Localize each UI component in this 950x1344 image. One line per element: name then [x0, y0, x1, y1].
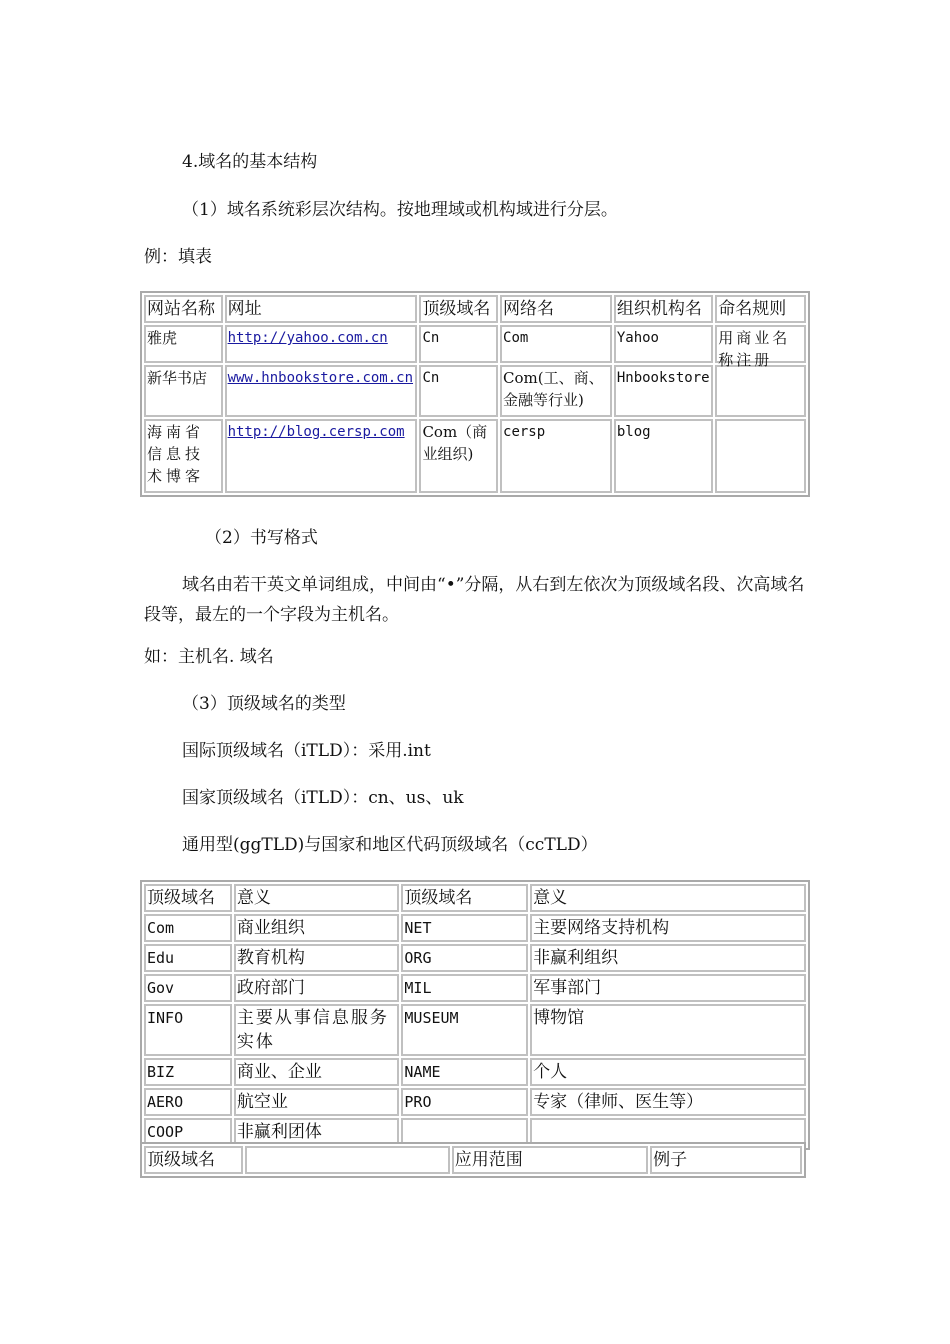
table-cell: 雅虎 — [144, 325, 223, 363]
domain-example-table — [140, 291, 810, 497]
table-header-row — [144, 1146, 802, 1174]
table-cell: MUSEUM — [401, 1004, 528, 1056]
table-cell — [225, 419, 418, 493]
table-cell: Cn — [419, 325, 498, 363]
table-cell: 政府部门 — [234, 974, 400, 1002]
table-cell: NET — [401, 914, 528, 942]
header-cell: 顶级域名 — [144, 1146, 243, 1174]
table-row — [144, 365, 806, 417]
table-cell: Hnbookstore — [614, 365, 713, 417]
table-cell: 海南省信息技术博客 — [144, 419, 223, 493]
table-header-row — [144, 884, 806, 912]
header-cell: 顶级域名 — [419, 295, 498, 323]
table-cell: 个人 — [530, 1058, 806, 1086]
table-cell: 非赢利团体 — [234, 1118, 400, 1146]
table-cell: 主要网络支持机构 — [530, 914, 806, 942]
table-row — [144, 974, 806, 1002]
table-cell: Com — [144, 914, 232, 942]
table-cell: PRO — [401, 1088, 528, 1116]
header-cell: 网络名 — [500, 295, 612, 323]
generic-tld-line: 通用型(ggTLD)与国家和地区代码顶级域名（ccTLD） — [182, 835, 598, 855]
example-label: 例：填表 — [144, 247, 212, 267]
table-cell — [715, 365, 806, 417]
table-cell: COOP — [144, 1118, 232, 1146]
site-link[interactable]: http://yahoo.com.cn — [227, 330, 388, 346]
table-row — [144, 1088, 806, 1116]
header-cell — [245, 1146, 450, 1174]
header-cell: 网站名称 — [144, 295, 223, 323]
header-cell: 例子 — [650, 1146, 802, 1174]
table-cell: AERO — [144, 1088, 232, 1116]
table-cell — [715, 419, 806, 493]
table-cell: Com(工、商、金融等行业) — [500, 365, 612, 417]
table-cell: 非赢利组织 — [530, 944, 806, 972]
subsection-3: （3）顶级域名的类型 — [182, 694, 346, 714]
table-row — [144, 914, 806, 942]
header-cell: 网址 — [225, 295, 418, 323]
header-cell: 顶级域名 — [144, 884, 232, 912]
table-cell: cersp — [500, 419, 612, 493]
table-cell: 教育机构 — [234, 944, 400, 972]
table-cell: 商业、企业 — [234, 1058, 400, 1086]
table-cell: 航空业 — [234, 1088, 400, 1116]
table-cell: Gov — [144, 974, 232, 1002]
table-cell: 主要从事信息服务实体 — [234, 1004, 400, 1056]
table-cell: 商业组织 — [234, 914, 400, 942]
table-cell — [225, 365, 418, 417]
table-cell — [715, 325, 806, 369]
subsection-2: （2）书写格式 — [205, 528, 318, 548]
table-cell: 博物馆 — [530, 1004, 806, 1056]
table-row — [144, 419, 806, 493]
table-cell: BIZ — [144, 1058, 232, 1086]
header-cell: 意义 — [530, 884, 806, 912]
format-paragraph: 域名由若干英文单词组成，中间由“•”分隔，从右到左依次为顶级域名段、次高域名段等，最左的一个字段为主机名。 — [144, 575, 805, 625]
table-cell: blog — [614, 419, 713, 493]
table-cell: INFO — [144, 1004, 232, 1056]
table-cell: 专家（律师、医生等） — [530, 1088, 806, 1116]
section-heading-4: 4.域名的基本结构 — [182, 152, 318, 172]
header-cell: 顶级域名 — [401, 884, 528, 912]
table-row — [144, 944, 806, 972]
table-cell: Com（商业组织) — [419, 419, 498, 493]
table-cell: NAME — [401, 1058, 528, 1086]
subsection-1: （1）域名系统彩层次结构。按地理域或机构域进行分层。 — [182, 200, 618, 220]
table-header-row — [144, 295, 806, 323]
site-link[interactable]: www.hnbookstore.com.cn — [227, 370, 414, 386]
table-cell: 军事部门 — [530, 974, 806, 1002]
header-cell: 组织机构名 — [614, 295, 713, 323]
table-cell: ORG — [401, 944, 528, 972]
table-cell: Com — [500, 325, 612, 363]
naming-rule-text: 用商业名称注册 — [718, 329, 791, 369]
table-row — [144, 1004, 806, 1056]
tld-scope-table — [140, 1142, 806, 1178]
table-cell: Edu — [144, 944, 232, 972]
table-cell: MIL — [401, 974, 528, 1002]
table-cell: Cn — [419, 365, 498, 417]
table-row — [144, 1058, 806, 1086]
table-cell: Yahoo — [614, 325, 713, 363]
table-cell — [225, 325, 418, 363]
table-cell: 新华书店 — [144, 365, 223, 417]
format-example: 如：主机名. 域名 — [144, 647, 274, 667]
header-cell: 意义 — [234, 884, 400, 912]
national-tld-line: 国家顶级域名（iTLD）：cn、us、uk — [182, 788, 464, 808]
table-row — [144, 325, 806, 363]
site-link[interactable]: http://blog.cersp.com — [227, 424, 405, 440]
header-cell: 应用范围 — [452, 1146, 648, 1174]
header-cell: 命名规则 — [715, 295, 806, 323]
tld-types-table — [140, 880, 810, 1150]
intl-tld-line: 国际顶级域名（iTLD）：采用.int — [182, 741, 431, 761]
